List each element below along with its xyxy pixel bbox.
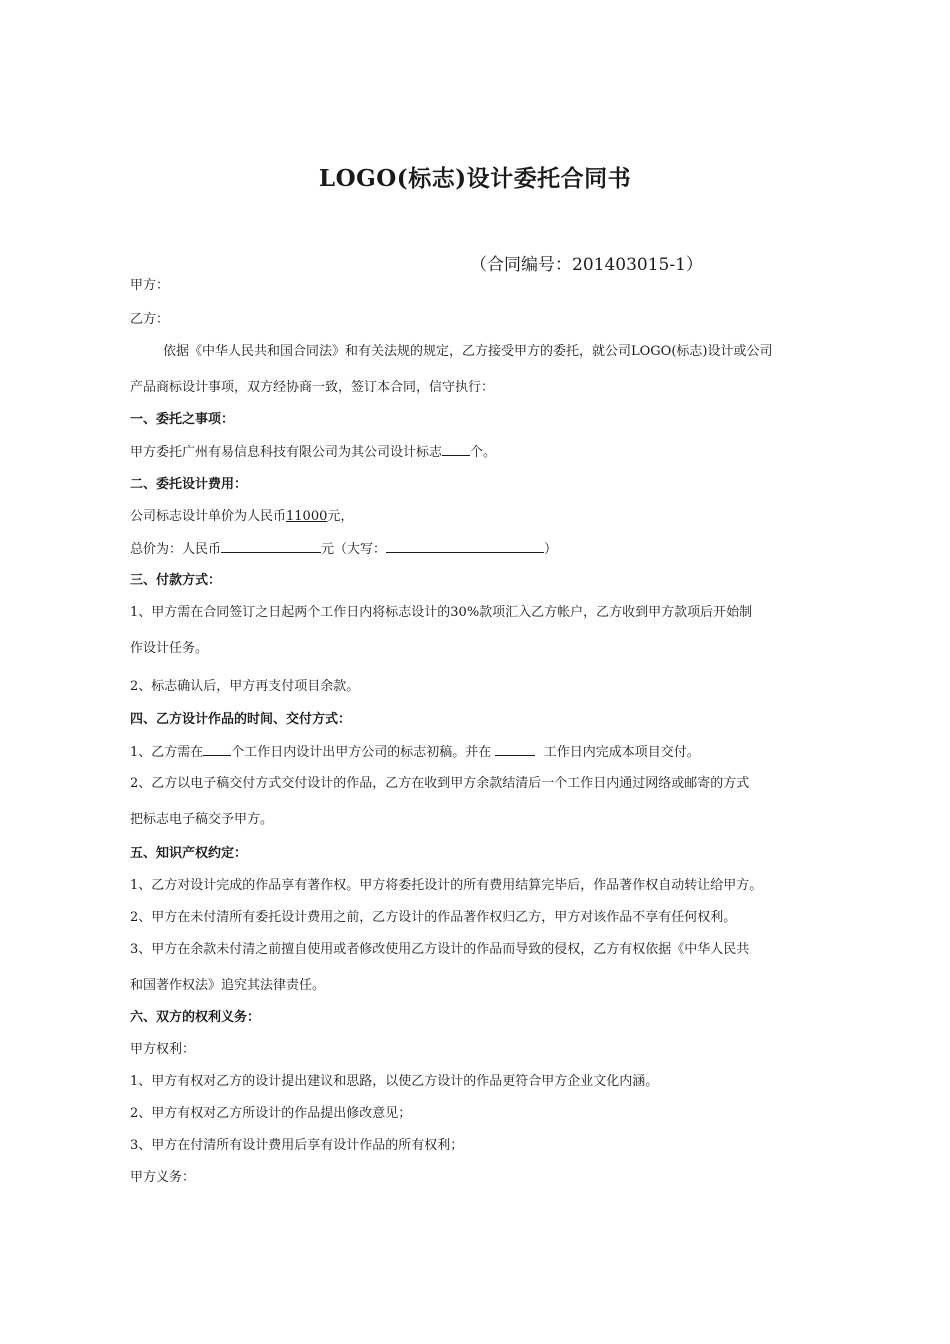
total-amount-blank [221, 540, 321, 553]
unit-price-label: 公司标志设计单价为人民币 [130, 509, 287, 524]
unit-price-amount: 11000 [286, 509, 328, 524]
draft-days-blank [203, 743, 231, 756]
payment-item-2: 2、标志确认后，甲方再支付项目余款。 [130, 679, 360, 694]
section-1-heading: 一、委托之事项： [130, 412, 235, 427]
section-1-text [130, 443, 496, 462]
section-6-heading: 六、双方的权利义务： [130, 1010, 261, 1025]
party-a-right-1: 1、甲方有权对乙方的设计提出建议和思路，以使乙方设计的作品更符合甲方企业文化内涵。 [130, 1074, 659, 1089]
section-3-heading: 三、付款方式： [130, 573, 222, 588]
delivery-item-1 [130, 743, 700, 762]
ip-item-3-line-1: 3、甲方在余款未付清之前擅自使用或者修改使用乙方设计的作品而导致的侵权，乙方有权依据《中华人民共 [130, 942, 750, 957]
total-price-unit: 元（大写： [321, 542, 387, 557]
ip-item-1: 1、乙方对设计完成的作品享有著作权。甲方将委托设计的所有费用结算完毕后，作品著作权自动转让给甲方。 [130, 878, 763, 893]
delivery-item-2-line-2: 把标志电子稿交予甲方。 [130, 812, 274, 827]
contract-number: （合同编号：201403015-1） [470, 255, 703, 275]
party-a-rights-label: 甲方权利： [130, 1042, 196, 1057]
delivery-item-1-c: 工作日内完成本项目交付。 [543, 745, 700, 760]
party-b-label: 乙方： [130, 312, 170, 327]
total-words-blank [386, 540, 544, 553]
section-4-heading: 四、乙方设计作品的时间、交付方式： [130, 712, 352, 727]
unit-price-suffix: 元， [327, 509, 354, 524]
intro-line-1: 依据《中华人民共和国合同法》和有关法规的规定，乙方接受甲方的委托，就公司LOGO(标志)设计或公司 [163, 344, 773, 359]
delivery-item-2-line-1: 2、乙方以电子稿交付方式交付设计的作品，乙方在收到甲方余款结清后一个工作日内通过网络或邮寄的方式 [130, 776, 750, 791]
ip-item-2: 2、甲方在未付清所有委托设计费用之前，乙方设计的作品著作权归乙方，甲方对该作品不享有任何权利。 [130, 910, 737, 925]
unit-price-line [130, 508, 353, 526]
section-2-heading: 二、委托设计费用： [130, 477, 248, 492]
count-blank [442, 443, 470, 456]
section-5-heading: 五、知识产权约定： [130, 846, 248, 861]
total-price-close: ） [544, 542, 558, 557]
section-1-text-after: 个。 [470, 445, 497, 460]
payment-item-1-line-2: 作设计任务。 [130, 641, 209, 656]
delivery-item-1-a: 1、乙方需在 [130, 745, 204, 760]
delivery-item-1-b: 个工作日内设计出甲方公司的标志初稿。并在 [231, 745, 492, 760]
total-price-line [130, 540, 557, 559]
payment-item-1-line-1: 1、甲方需在合同签订之日起两个工作日内将标志设计的30%款项汇入乙方帐户，乙方收到甲方款项后开始制 [130, 605, 753, 620]
party-a-right-3: 3、甲方在付清所有设计费用后享有设计作品的所有权利； [130, 1138, 464, 1153]
ip-item-3-line-2: 和国著作权法》追究其法律责任。 [130, 978, 326, 993]
document-title: LOGO(标志)设计委托合同书 [318, 165, 632, 192]
party-a-right-2: 2、甲方有权对乙方所设计的作品提出修改意见； [130, 1106, 412, 1121]
section-1-text-before: 甲方委托广州有易信息科技有限公司为其公司设计标志 [130, 445, 443, 460]
total-price-label: 总价为：人民币 [130, 542, 222, 557]
intro-line-2: 产品商标设计事项，双方经协商一致，签订本合同，信守执行： [130, 380, 495, 395]
delivery-days-blank [495, 743, 535, 756]
party-a-duties-label: 甲方义务： [130, 1170, 196, 1185]
party-a-label: 甲方： [130, 278, 170, 293]
